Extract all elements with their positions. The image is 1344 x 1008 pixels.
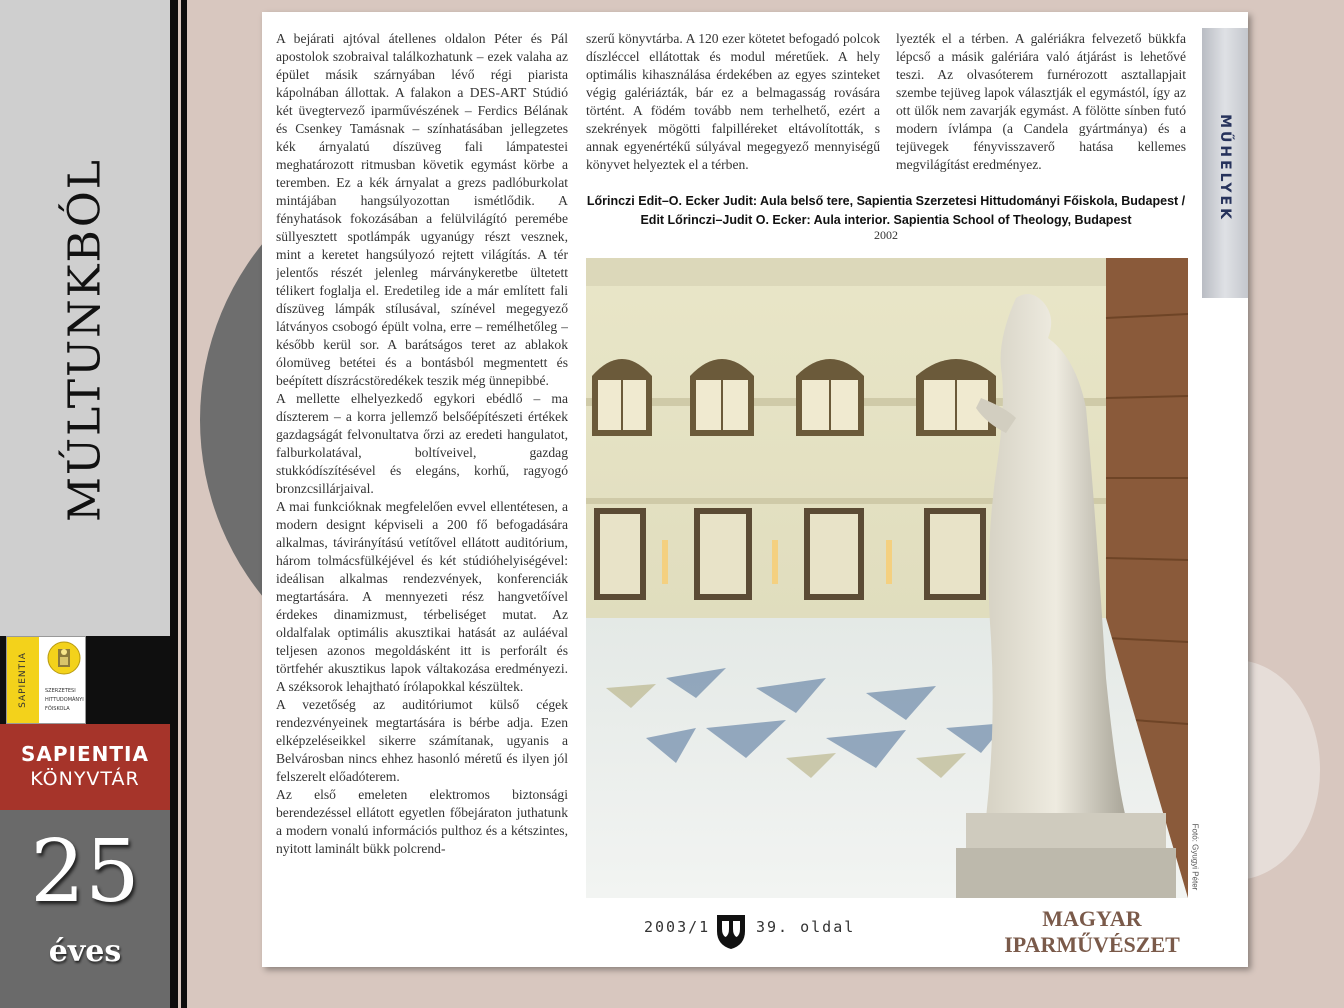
logo-vertical-text: SAPIENTIA <box>18 652 28 708</box>
sapientia-logo <box>6 636 86 724</box>
logo-line: FŐISKOLA <box>45 706 70 712</box>
anniversary-number: 25 <box>30 822 140 922</box>
logo-yellow-strip <box>7 637 39 723</box>
magazine-page <box>262 12 1248 967</box>
logo-text-lines <box>45 687 84 714</box>
aula-interior-photo <box>586 258 1188 898</box>
library-name: SAPIENTIA <box>21 742 149 766</box>
photo-credit <box>1188 812 1202 902</box>
article-column-3: lyezték el a térben. A galériákra felvezető bükkfa lépcső a másik galériára való átjárást is lehetővé teszi. Az olvasóterem furnérozott asztallapjait szembe tejüveg lapok választják el egymástól, így az ott ülők nem zavarják egymást. A fölötte sínben futó modern ívlámpa (a Candela gyártmánya) és a tejüvegek fényvisszaverő hatása kellemes megvilágítást eredményez. <box>896 31 1186 172</box>
anniversary-word: éves <box>48 934 122 969</box>
article-column-1: A bejárati ajtóval átellenes oldalon Péter és Pál apostolok szobraival találkozhatunk – ezek valaha az épület másik szárnyában lévő régi piarista kápolnában állottak. A falakon a DES-ART Stúdió két üvegtervező iparművészének – Ferdics Bélának és Csenkey Tamásnak – színhatásában jellegzetes kék árnyalatú díszüveg fali lámpatestei meghatározott ritmusban követik egymást körbe a teremben. Ez a kék árnyalat a grezs padlóburkolat mintájában hangsúlyozottan ismétlődik. A fényhatások fokozásában a felülvilágító peremébe süllyesztett spotlámpák ugyanúgy részt vesznek, mint a keretet hangsúlyozó rejtett világítás. A tér jelentős részét jelenleg márványkeretbe ültetett télikert foglalja el. Eredetileg ide a már említett fali díszüveg lámpák stílusával, színével megegyező látványos csobogó épült volna, erre – remélhetőleg – később kerül sor. A barátságos teret az ablakok ólomüveg betétei és a bontásból megmentett és beépített díszrácstöredékek teszik még ünnepibbé. A mellette elhelyezkedő egykori ebédlő – ma díszterem – a korra jellemző belsőépítészeti értékek gazdagságát felvonultatva őrzi az eredeti hangulatot, falburkolatával, boltíveivel, gazdag stukkódíszítésével és elegáns, korhű, ragyogó bronzcsillárjaival. A mai funkcióknak megfelelően evvel ellentétesen, a modern designt képviseli a 200 fő befogadására alkalmas, távirányítású vetítővel ellátott auditórium, három tolmácsfülkéjével és két stúdióhelyiségével: ideálisan alkalmas rendezvények, konferenciák megtartására. A mennyezeti rész hangvetőível érdekes dinamizmust, térbeliséget mutat. Az oldalfalak optimális akusztikai hatását az auláéval teljesen azonos megoldásként itt is perforált és törtfehér akusztikus lapok váltakozása eredményezi. A széksorok lehajtható írólapokkal készültek. A vezetőség az auditóriumot külső cégek rendezvényeinek megtartására is bérbe adja. Ezen elképzeléseikkel sikerre számítanak, ugyanis a Belvárosban nincs ehhez hasonló méretű és ilyen jól felszerelt előadóterem. Az első emeleten elektromos biztonsági berendezéssel ellátott egyetlen főbejáraton juthatunk a modern vonalú információs pulthoz és a kétszintes, nyitott laminált bükk polcrend- <box>276 31 568 856</box>
library-word: KÖNYVTÁR <box>30 768 140 790</box>
page-number: 39. oldal <box>756 918 856 936</box>
logo-band <box>0 636 170 724</box>
section-tab-label: MŰHELYEK <box>1217 114 1233 222</box>
left-sidebar <box>0 0 170 1008</box>
crest-icon <box>47 641 81 675</box>
section-tab <box>1202 28 1248 298</box>
library-band <box>0 724 170 810</box>
divider-bar <box>170 0 178 1008</box>
section-title <box>0 60 170 620</box>
article-column-2: szerű könyvtárba. A 120 ezer kötetet befogadó polcok díszléccel ellátottak és modul méretűek. A hely optimális kihasználása érdekében az egyes szinteket végig galériázták, bár ez a belmagasság rovására történt. A födém tovább nem terhelhető, ezért a szekrények mögötti falpilléreket eltávolították, s annak egyenértékű súlyával megegyező mennyiségű könyvet helyeztek el a térben. <box>586 31 880 172</box>
divider-bar <box>181 0 187 1008</box>
anniversary-band <box>0 810 170 1008</box>
issue-number: 2003/1 <box>644 918 711 936</box>
logo-line: HITTUDOMÁNYI <box>45 697 84 703</box>
section-title-text: MÚLTUNKBÓL <box>59 157 111 523</box>
caption-year: 2002 <box>874 228 898 242</box>
magazine-title-line2: IPARMŰVÉSZET <box>1004 932 1180 957</box>
magazine-title-line1: MAGYAR <box>1042 906 1142 931</box>
caption-line: Edit Lőrinczi–Judit O. Ecker: Aula interior. Sapientia School of Theology, Budapest <box>640 213 1132 227</box>
logo-line: SZERZETESI <box>45 688 76 694</box>
photo-credit-text: Fotó: Gyugyi Péter <box>1190 823 1200 891</box>
photo-caption <box>586 192 1186 230</box>
shield-icon <box>715 913 747 951</box>
caption-line: Lőrinczi Edit–O. Ecker Judit: Aula belső tere, Sapientia Szerzetesi Hittudományi Főiskola, Budapest / <box>586 194 1186 208</box>
